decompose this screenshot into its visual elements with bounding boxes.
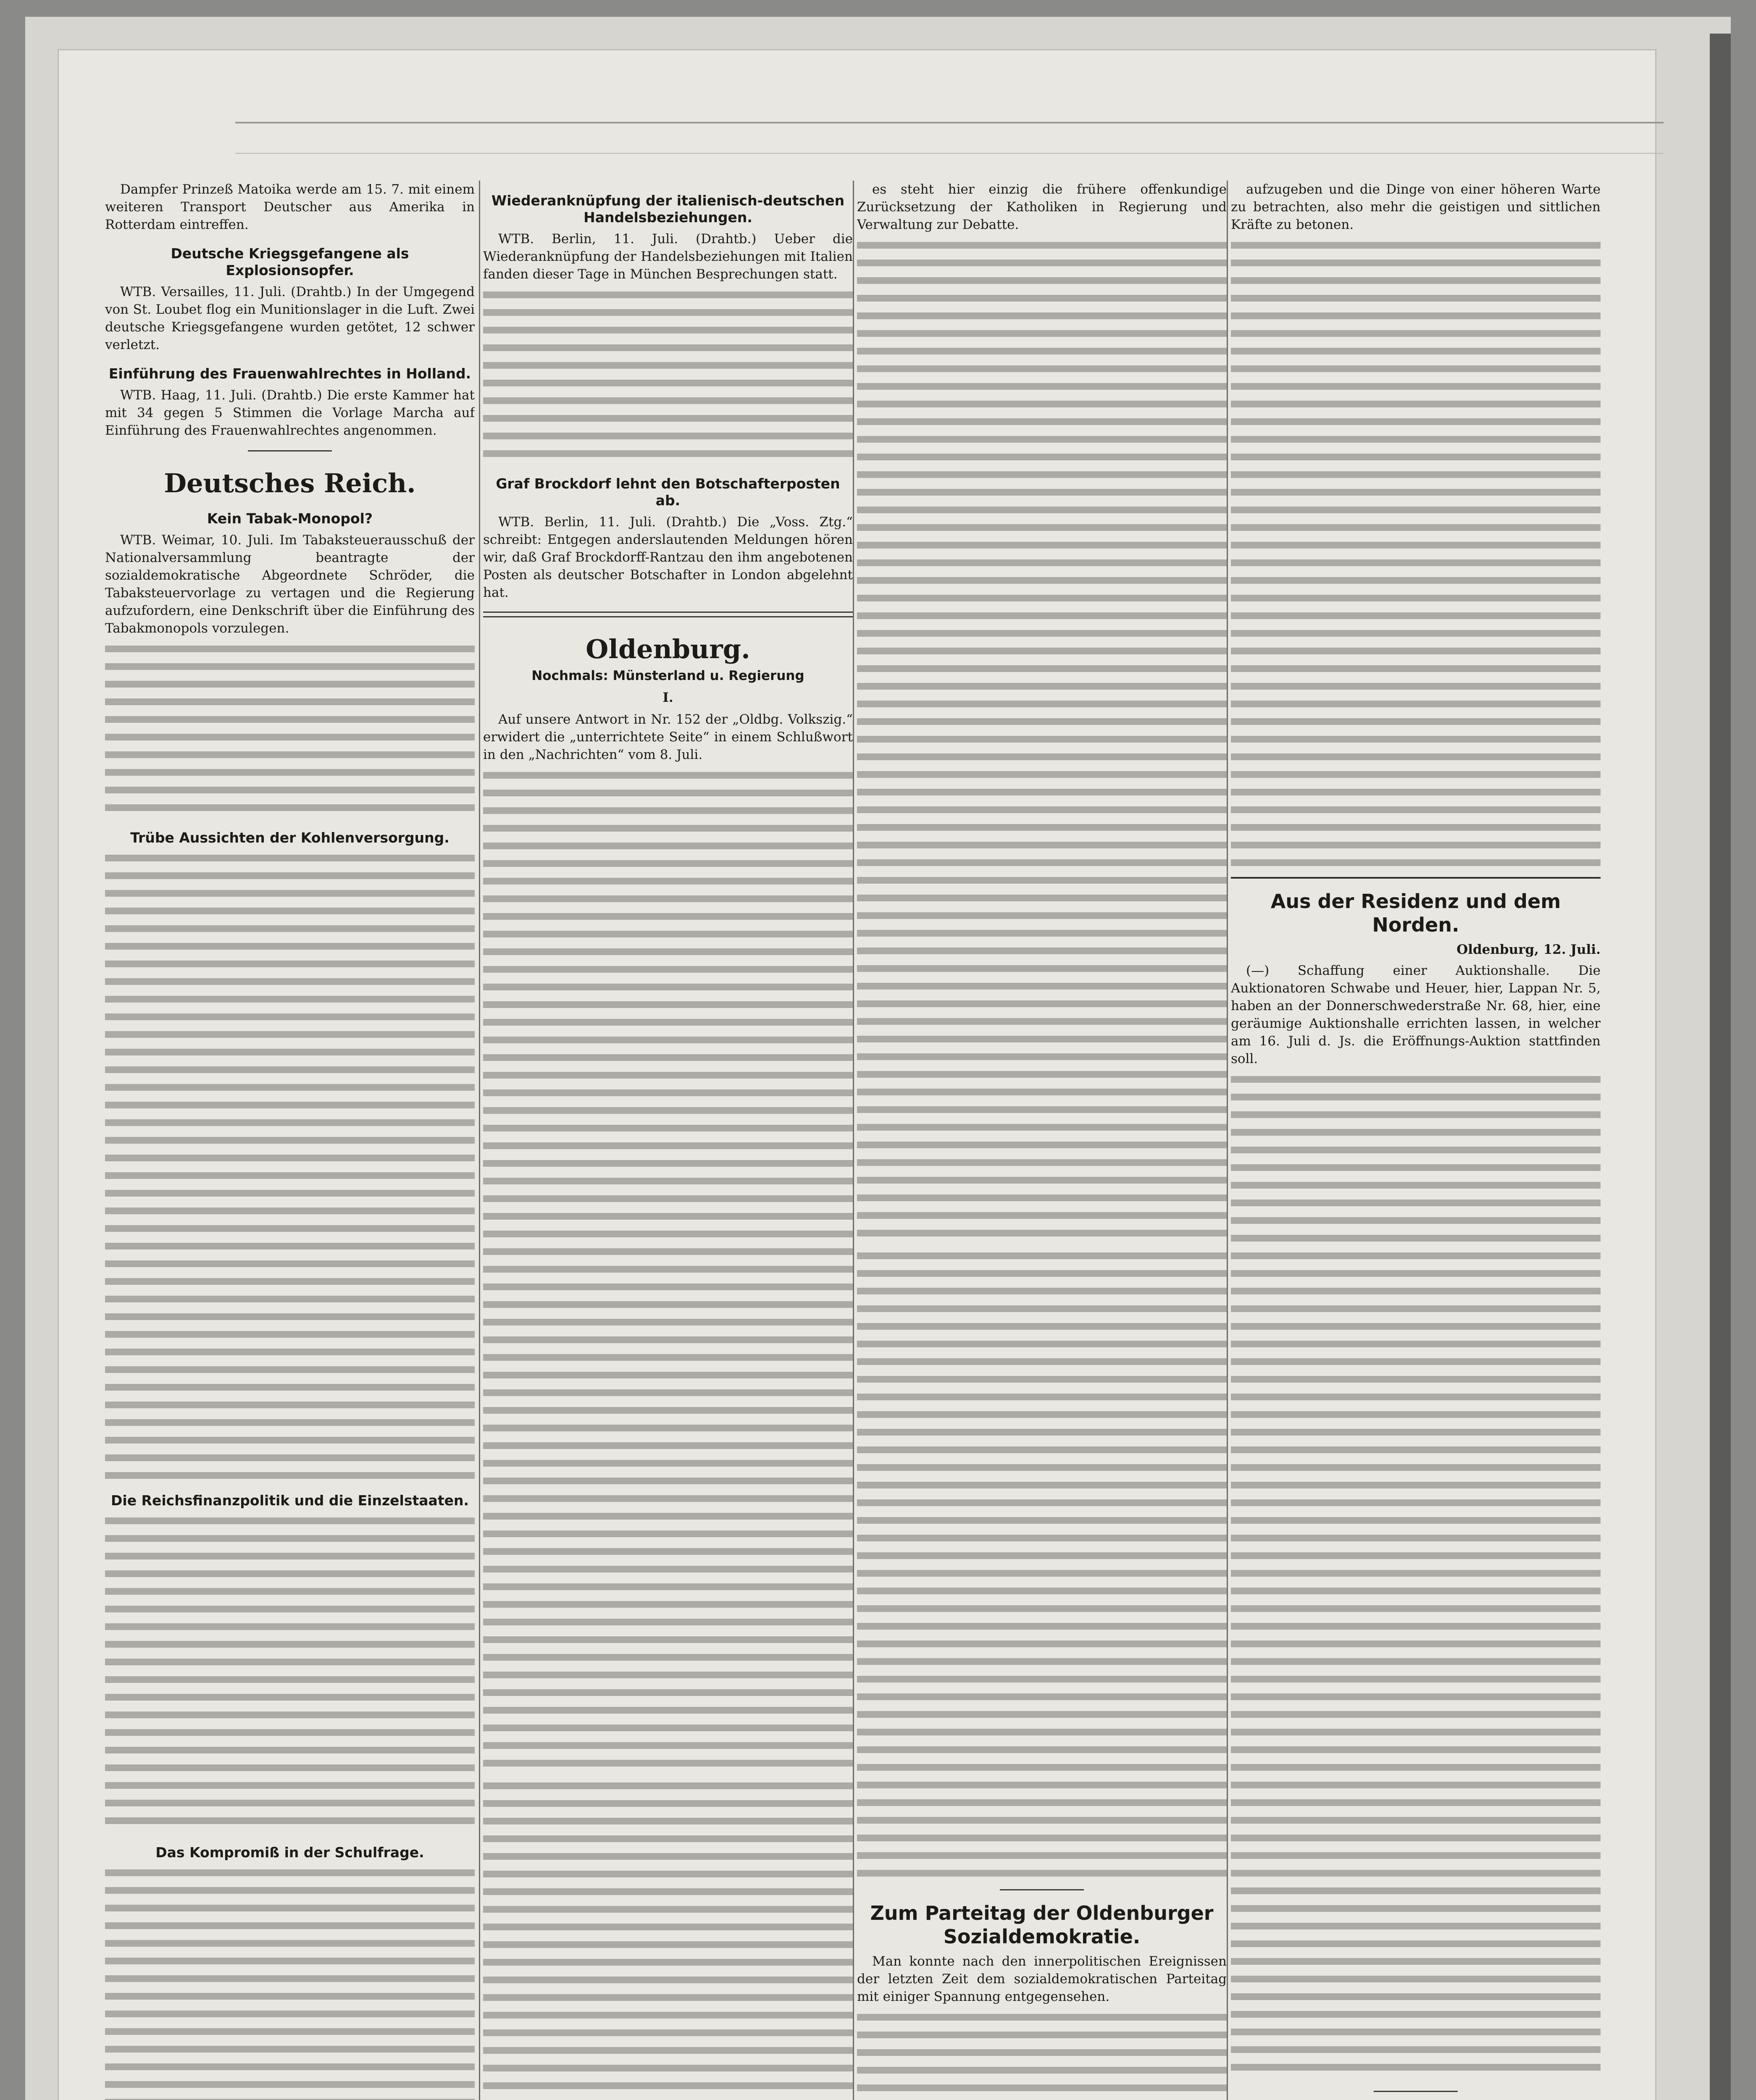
article-text: Dampfer Prinzeß Matoika werde am 15. 7. mit einem weiteren Transport Deutscher aus Amerika in Rotterdam eintreffen. — [105, 182, 475, 232]
article-headline: Deutsche Kriegsgefangene als Explosionsopfer. — [171, 245, 409, 278]
illegible-text-block — [105, 850, 475, 1480]
illegible-text-block — [857, 2010, 1227, 2100]
illegible-text-block — [483, 768, 853, 1776]
illegible-text-block — [483, 287, 853, 464]
column-3 — [857, 181, 1227, 2100]
article-text: WTB. Berlin, 11. Juli. (Drahtb.) Ueber die Wiederanknüpfung der Handelsbeziehungen mit Italien fanden dieser Tage in München Besprechungen statt. — [483, 231, 853, 282]
binding-margin — [1710, 34, 1731, 2100]
article-text: Auf unsere Antwort in Nr. 152 der „Oldbg. Volkszig.“ erwidert die „unterrichtete Seite“ in einem Schlußwort in den „Nachrichten“ vom 8. Juli. — [483, 712, 853, 762]
illegible-text-block — [105, 1865, 475, 2100]
article-headline: Kein Tabak-Monopol? — [207, 510, 373, 527]
section-rule — [1231, 877, 1601, 879]
illegible-text-block — [857, 238, 1227, 1246]
section-title: Aus der Residenz und dem Norden. — [1270, 890, 1561, 936]
column-rule — [479, 181, 480, 2100]
article-text: (—) Schaffung einer Auktionshalle. Die Auktionatoren Schwabe und Heuer, hier, Lappan Nr. 5, haben an der Donnerschwederstraße Nr. 68, hier, eine geräumige Auktionshalle errichten lassen, in welcher am 16. Juli d. Js. die Eröffnungs-Auktion stattfinden soll. — [1231, 963, 1601, 1066]
illegible-text-block — [105, 1513, 475, 1832]
article-text: WTB. Weimar, 10. Juli. Im Tabaksteuerausschuß der Nationalversammlung beantragte der sozialdemokratische Abgeordnete Schröder, die Tabaksteuervorlage zu vertagen und die Regierung aufzufordern, eine Denkschrift über die Einführung des Tabakmonopols vorzulegen. — [105, 533, 475, 636]
article-headline: Einführung des Frauenwahlrechtes in Holland. — [108, 365, 471, 382]
separator — [483, 612, 853, 617]
separator — [1000, 1889, 1084, 1890]
article-headline: Die Reichsfinanzpolitik und die Einzelstaaten. — [110, 1492, 469, 1509]
column-4 — [1231, 181, 1601, 2100]
page-header-rule — [235, 122, 1664, 154]
article-headline: Wiederanknüpfung der italienisch-deutschen Handelsbeziehungen. — [491, 192, 845, 226]
article-headline: Graf Brockdorf lehnt den Botschafterposten ab. — [496, 475, 840, 509]
article-text: WTB. Versailles, 11. Juli. (Drahtb.) In der Umgegend von St. Loubet flog ein Munitionslager in die Luft. Zwei deutsche Kriegsgefangene wurden getötet, 12 schwer verletzt. — [105, 284, 475, 352]
section-title: Deutsches Reich. — [164, 468, 416, 499]
article-text: aufzugeben und die Dinge von einer höheren Warte zu betrachten, also mehr die geistigen und sittlichen Kräfte zu betonen. — [1231, 182, 1601, 232]
illegible-text-block — [857, 1248, 1227, 1878]
column-2 — [483, 181, 853, 2100]
article-headline: Trübe Aussichten der Kohlenversorgung. — [130, 830, 450, 846]
column-rule — [1227, 181, 1228, 2100]
illegible-text-block — [105, 641, 475, 818]
article-headline: Zum Parteitag der Oldenburger Sozialdemokratie. — [870, 1902, 1214, 1948]
article-text: es steht hier einzig die frühere offenkundige Zurücksetzung der Katholiken in Regierung und Verwaltung zur Debatte. — [857, 182, 1227, 232]
illegible-text-block — [1231, 1072, 1601, 2080]
article-text: WTB. Haag, 11. Juli. (Drahtb.) Die erste Kammer hat mit 34 gegen 5 Stimmen die Vorlage Marcha auf Einführung des Frauenwahlrechtes angenommen. — [105, 388, 475, 438]
article-subtitle: Nochmals: Münsterland u. Regierung — [531, 668, 804, 683]
column-1 — [105, 181, 475, 2100]
article-headline: Das Kompromiß in der Schulfrage. — [155, 1844, 424, 1861]
dateline: Oldenburg, 12. Juli. — [1456, 942, 1601, 957]
illegible-text-block — [483, 1778, 853, 2100]
part-number: I. — [662, 690, 673, 705]
column-rule — [853, 181, 854, 2100]
article-text: Man konnte nach den innerpolitischen Ereignissen der letzten Zeit dem sozialdemokratischen Parteitag mit einiger Spannung entgegensehen. — [857, 1954, 1227, 2004]
article-text: WTB. Berlin, 11. Juli. (Drahtb.) Die „Voss. Ztg.“ schreibt: Entgegen anderslautenden Meldungen hören wir, daß Graf Brockdorff-Rantzau den ihm angebotenen Posten als deutscher Botschafter in London abgelehnt hat. — [483, 514, 853, 600]
separator — [1374, 2091, 1458, 2092]
illegible-text-block — [1231, 238, 1601, 868]
section-title: Oldenburg. — [586, 634, 750, 664]
separator — [248, 450, 332, 452]
